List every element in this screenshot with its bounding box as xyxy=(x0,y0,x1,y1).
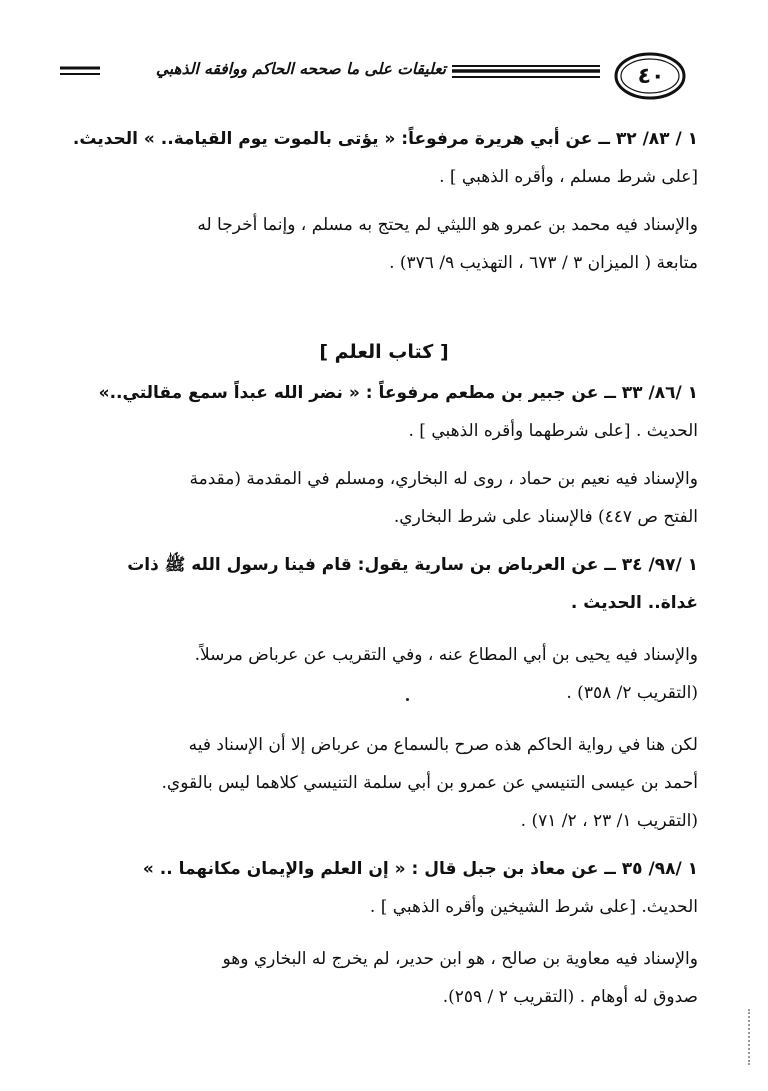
entry-text: الحديث. [على شرط الشيخين وأقره الذهبي ] . xyxy=(369,897,698,917)
entry-text: [على شرط مسلم ، وأقره الذهبي ] . xyxy=(439,167,698,187)
hadith-entry xyxy=(70,120,698,196)
paragraph-line: الفتح ص ٤٤٧) فالإسناد على شرط البخاري. xyxy=(393,507,698,527)
commentary-paragraph xyxy=(70,206,698,282)
entry-text: الحديث . [على شرطهما وأقره الذهبي ] . xyxy=(408,421,698,441)
entry-text: غداة.. الحديث . xyxy=(570,593,698,613)
paragraph-line: والإسناد فيه محمد بن عمرو هو الليثي لم يحتج به مسلم ، وإنما أخرجا له xyxy=(197,215,698,235)
paragraph-line: والإسناد فيه نعيم بن حماد ، روى له البخاري، ومسلم في المقدمة (مقدمة xyxy=(189,469,698,489)
commentary-paragraph xyxy=(70,636,698,712)
paragraph-line: والإسناد فيه معاوية بن صالح ، هو ابن حدير، لم يخرج له البخاري وهو xyxy=(222,949,698,969)
paragraph-line: لكن هنا في رواية الحاكم هذه صرح بالسماع من عرباض إلا أن الإسناد فيه xyxy=(188,735,698,755)
paragraph-line: صدوق له أوهام . (التقريب ٢ / ٢٥٩). xyxy=(442,987,698,1007)
paragraph-line: (التقريب ١/ ٢٣ ، ٢/ ٧١) . xyxy=(520,811,698,831)
commentary-paragraph xyxy=(70,940,698,1016)
paragraph-line: أحمد بن عيسى التنيسي عن عمرو بن أبي سلمة التنيسي كلاهما ليس بالقوي. xyxy=(161,773,698,793)
hadith-entry xyxy=(70,546,698,622)
running-title: تعليقات على ما صححه الحاكم ووافقه الذهبي xyxy=(150,60,452,78)
entry-heading: ١ /٩٨/ ٣٥ ــ عن معاذ بن جبل قال : « إن العلم والإيمان مكانهما .. » xyxy=(142,859,698,879)
page-body xyxy=(70,120,698,1016)
paragraph-line: (التقريب ٢/ ٣٥٨) . xyxy=(566,683,698,703)
entry-heading: ١ / ٨٣/ ٣٢ ــ عن أبي هريرة مرفوعاً: « يؤتى بالموت يوم القيامة.. » الحديث. xyxy=(72,129,698,149)
commentary-paragraph xyxy=(70,726,698,840)
entry-heading: ١ /٩٧/ ٣٤ ــ عن العرباض بن سارية يقول: قام فينا رسول الله ﷺ ذات xyxy=(127,555,698,575)
hadith-entry xyxy=(70,850,698,926)
hadith-entry xyxy=(70,374,698,450)
commentary-paragraph xyxy=(70,460,698,536)
paragraph-line: والإسناد فيه يحيى بن أبي المطاع عنه ، وفي التقريب عن عرباض مرسلاً. xyxy=(194,645,698,665)
page-header xyxy=(60,48,690,104)
chapter-title: [ كتاب العلم ] xyxy=(319,341,449,363)
margin-scan-artifact xyxy=(744,1009,750,1065)
entry-heading: ١ /٨٦/ ٣٣ ــ عن جبير بن مطعم مرفوعاً : « نضر الله عبداً سمع مقالتي..» xyxy=(98,383,698,403)
ink-speck xyxy=(406,698,409,701)
paragraph-line: متابعة ( الميزان ٣ / ٦٧٣ ، التهذيب ٩/ ٣٧٦) . xyxy=(389,253,698,273)
page-number: ٤٠ xyxy=(637,63,665,89)
